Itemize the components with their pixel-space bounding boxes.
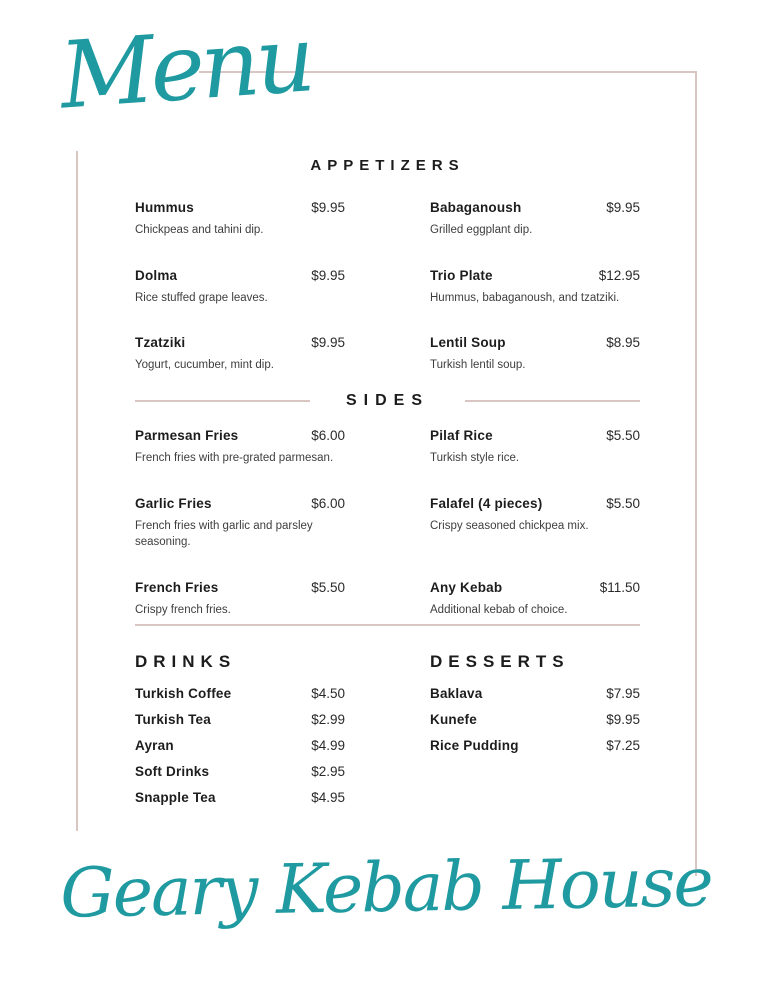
item-price: $9.95 bbox=[311, 200, 345, 215]
item-description: Turkish style rice. bbox=[430, 452, 520, 464]
list-item-baklava bbox=[430, 686, 640, 712]
list-item-soft-drinks bbox=[135, 764, 345, 790]
item-name: Rice Pudding bbox=[430, 738, 519, 753]
appetizers-grid bbox=[135, 200, 640, 374]
item-price: $5.50 bbox=[606, 428, 640, 443]
item-description: Crispy french fries. bbox=[135, 604, 231, 617]
menu-item-dolma bbox=[135, 268, 345, 307]
item-price: $7.25 bbox=[606, 738, 640, 753]
list-item-rice-pudding bbox=[430, 738, 640, 764]
item-name: Soft Drinks bbox=[135, 764, 210, 779]
item-head bbox=[430, 200, 640, 215]
item-head bbox=[135, 428, 345, 443]
item-price: $4.50 bbox=[311, 686, 345, 701]
item-head bbox=[430, 580, 640, 595]
section-heading-sides-wrap bbox=[135, 392, 640, 410]
menu-item-garlic-fries bbox=[135, 496, 345, 551]
item-description: Crispy seasoned chickpea mix. bbox=[430, 519, 589, 532]
section-heading-sides: SIDES bbox=[346, 392, 430, 409]
item-name: Turkish Coffee bbox=[135, 686, 232, 701]
item-name: Hummus bbox=[135, 200, 194, 215]
list-item-snapple-tea bbox=[135, 790, 345, 816]
item-name: Garlic Fries bbox=[135, 495, 212, 511]
item-name: Tzatziki bbox=[135, 335, 186, 351]
item-price: $5.50 bbox=[311, 580, 345, 596]
item-price: $6.00 bbox=[311, 495, 345, 511]
item-head bbox=[135, 496, 345, 511]
list-item-kunefe bbox=[430, 712, 640, 738]
item-head bbox=[135, 580, 345, 595]
item-name: Falafel (4 pieces) bbox=[430, 495, 543, 511]
item-name: Dolma bbox=[135, 267, 178, 283]
sides-heading-line-right bbox=[465, 400, 640, 402]
menu-script-title: Menu bbox=[56, 5, 315, 130]
item-price: $9.95 bbox=[606, 200, 640, 215]
item-name: Babaganoush bbox=[430, 200, 522, 215]
item-description: French fries with garlic and parsley seasoning. bbox=[135, 519, 313, 549]
item-price: $11.50 bbox=[599, 580, 640, 596]
item-head bbox=[135, 335, 345, 350]
item-head bbox=[135, 200, 345, 215]
item-head bbox=[430, 428, 640, 443]
menu-item-hummus bbox=[135, 200, 345, 239]
menu-item-lentil-soup bbox=[430, 335, 640, 374]
item-head bbox=[430, 335, 640, 350]
item-price: $9.95 bbox=[311, 335, 345, 351]
section-heading-appetizers: APPETIZERS bbox=[310, 157, 465, 174]
drinks-list bbox=[135, 686, 345, 816]
menu-item-pilaf-rice bbox=[430, 428, 640, 467]
item-head bbox=[430, 268, 640, 283]
item-name: Ayran bbox=[135, 738, 174, 753]
list-item-turkish-tea bbox=[135, 712, 345, 738]
section-heading-desserts: DESSERTS bbox=[430, 652, 570, 671]
item-description: Chickpeas and tahini dip. bbox=[135, 224, 264, 236]
item-name: Snapple Tea bbox=[135, 790, 216, 805]
item-price: $4.99 bbox=[311, 738, 345, 753]
item-description: Rice stuffed grape leaves. bbox=[135, 291, 268, 304]
item-price: $9.95 bbox=[311, 267, 345, 283]
item-description: Hummus, babaganoush, and tzatziki. bbox=[430, 291, 620, 304]
item-name: Pilaf Rice bbox=[430, 428, 493, 443]
menu-item-tzatziki bbox=[135, 335, 345, 374]
item-description: Yogurt, cucumber, mint dip. bbox=[135, 359, 274, 372]
section-divider-line bbox=[135, 624, 640, 626]
item-description: Additional kebab of choice. bbox=[430, 604, 568, 617]
menu-item-trio-plate bbox=[430, 268, 640, 307]
item-price: $12.95 bbox=[598, 267, 640, 283]
item-name: Kunefe bbox=[430, 712, 477, 727]
item-name: Parmesan Fries bbox=[135, 428, 239, 443]
menu-item-parmesan-fries bbox=[135, 428, 345, 467]
menu-item-french-fries bbox=[135, 580, 345, 619]
item-name: Turkish Tea bbox=[135, 712, 211, 727]
section-heading-drinks: DRINKS bbox=[135, 652, 237, 671]
menu-item-falafel bbox=[430, 496, 640, 551]
restaurant-name-script: Geary Kebab House bbox=[59, 843, 713, 934]
item-name: Baklava bbox=[430, 686, 483, 701]
item-name: Trio Plate bbox=[430, 267, 493, 283]
frame-line-left bbox=[76, 151, 78, 831]
item-price: $4.95 bbox=[311, 790, 345, 805]
item-name: Lentil Soup bbox=[430, 335, 506, 351]
list-item-ayran bbox=[135, 738, 345, 764]
desserts-list bbox=[430, 686, 640, 764]
item-description: French fries with pre-grated parmesan. bbox=[135, 452, 334, 464]
sides-grid bbox=[135, 428, 640, 619]
item-head bbox=[430, 496, 640, 511]
sides-heading-line-left bbox=[135, 400, 310, 402]
item-price: $9.95 bbox=[606, 712, 640, 727]
item-price: $8.95 bbox=[606, 335, 640, 351]
item-name: Any Kebab bbox=[430, 580, 503, 596]
list-item-turkish-coffee bbox=[135, 686, 345, 712]
item-price: $7.95 bbox=[606, 686, 640, 701]
item-head bbox=[135, 268, 345, 283]
item-price: $5.50 bbox=[606, 495, 640, 511]
item-description: Grilled eggplant dip. bbox=[430, 224, 533, 236]
frame-line-right bbox=[695, 71, 697, 876]
menu-item-any-kebab bbox=[430, 580, 640, 619]
item-price: $2.99 bbox=[311, 712, 345, 727]
item-name: French Fries bbox=[135, 580, 219, 596]
item-price: $2.95 bbox=[311, 764, 345, 779]
item-price: $6.00 bbox=[311, 428, 345, 443]
item-description: Turkish lentil soup. bbox=[430, 359, 526, 372]
menu-item-babaganoush bbox=[430, 200, 640, 239]
